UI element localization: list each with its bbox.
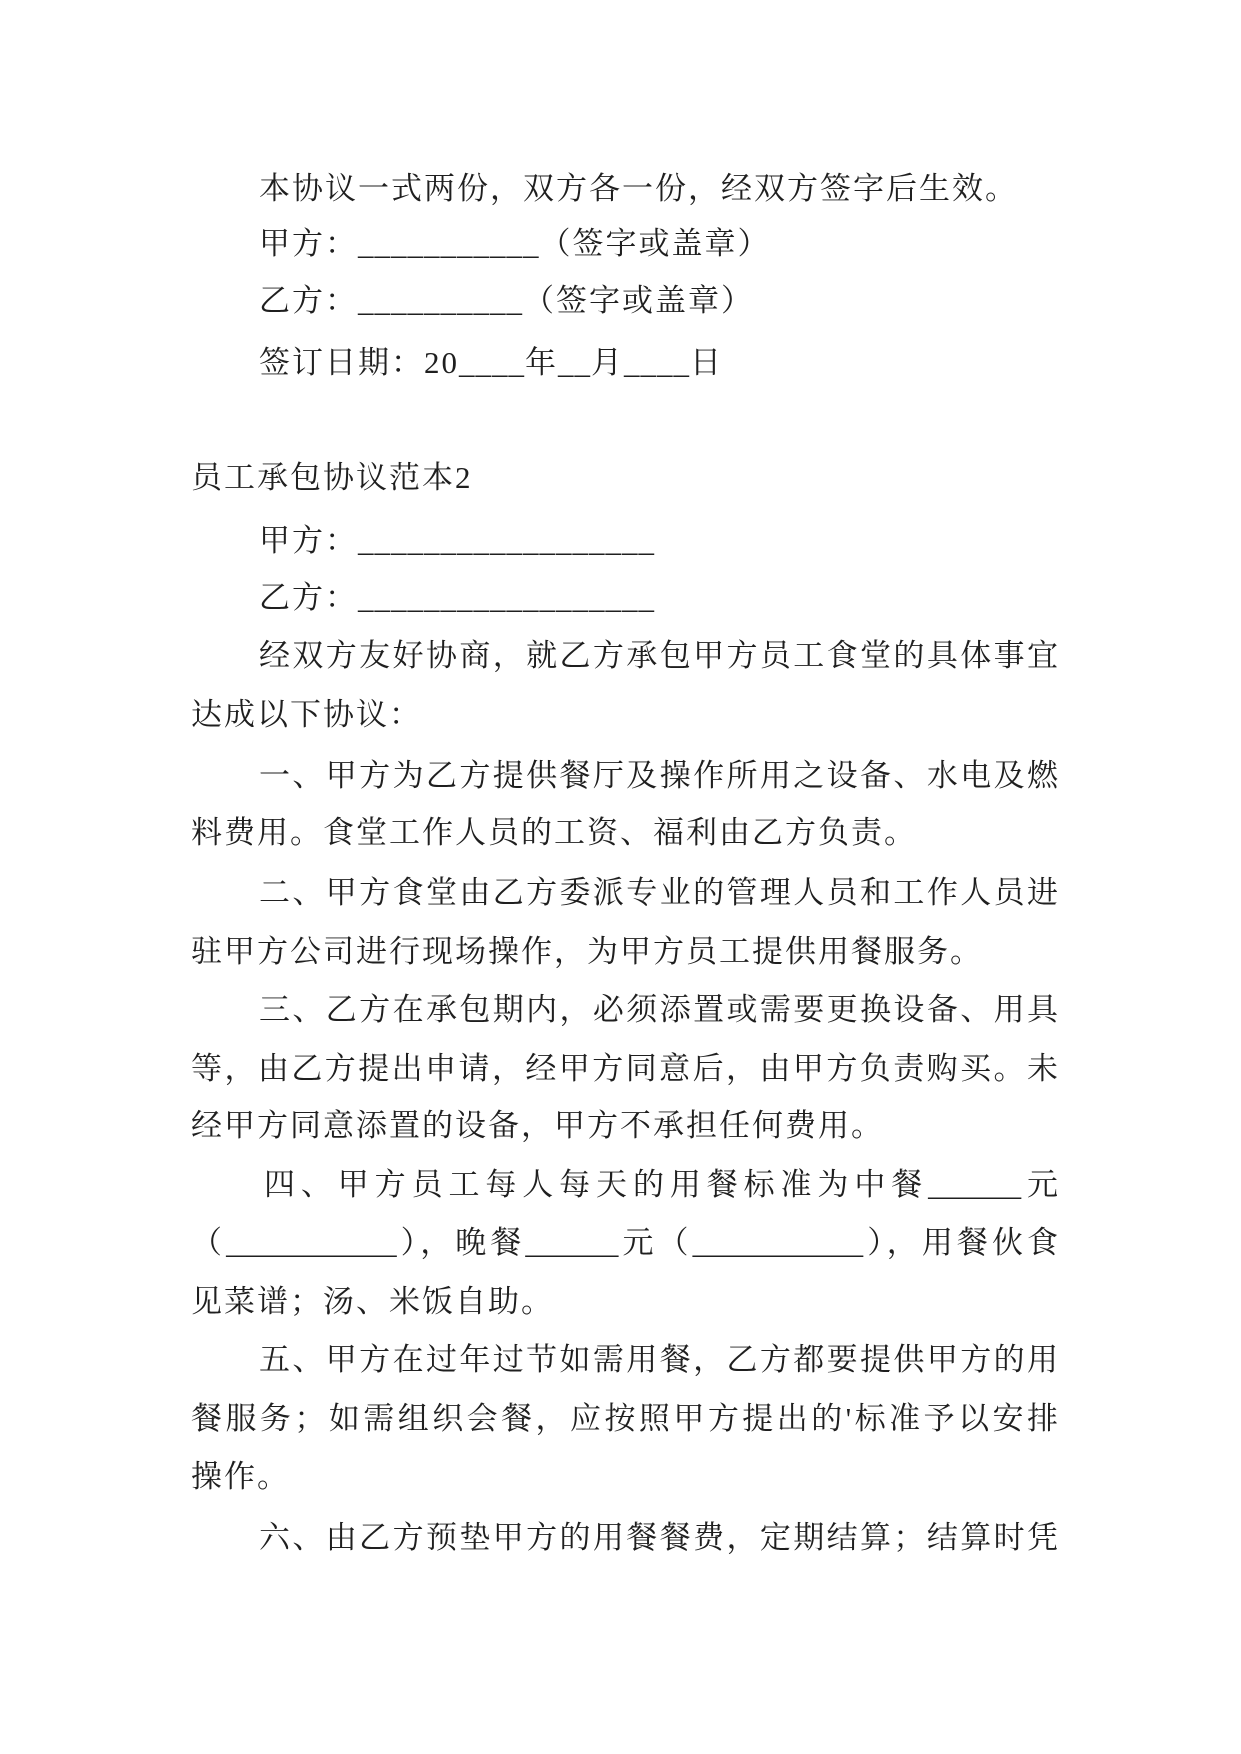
text-line: 四、甲方员工每人每天的用餐标准为中餐______元: [264, 1167, 1059, 1202]
text-line: （___________），晚餐______元（___________），用餐伙食: [191, 1225, 1059, 1260]
text-line: 驻甲方公司进行现场操作，为甲方员工提供用餐服务。: [191, 934, 983, 969]
section-title: 员工承包协议范本2: [191, 460, 473, 495]
fill-in-blank: ___________: [226, 1225, 397, 1260]
text-line: 经甲方同意添置的设备，甲方不承担任何费用。: [191, 1108, 884, 1143]
text-line: 五、甲方在过年过节如需用餐，乙方都要提供甲方的用: [259, 1342, 1058, 1377]
text-line: 三、乙方在承包期内，必须添置或需要更换设备、用具: [259, 992, 1058, 1027]
fill-in-blank: ______: [928, 1167, 1022, 1202]
fill-in-blank: __________: [358, 283, 523, 318]
text-line: 达成以下协议：: [191, 697, 422, 732]
text-line: 六、由乙方预垫甲方的用餐餐费，定期结算；结算时凭: [259, 1520, 1058, 1555]
fill-in-blank: ____: [459, 345, 525, 380]
text-line: 餐服务；如需组织会餐，应按照甲方提出的'标准予以安排: [191, 1401, 1058, 1436]
text-line: 一、甲方为乙方提供餐厅及操作所用之设备、水电及燃: [259, 758, 1058, 793]
fill-in-blank: ____: [624, 345, 690, 380]
party-a-signature-line: 甲方：___________（签字或盖章）: [259, 226, 771, 261]
fill-in-blank: ___________: [692, 1225, 864, 1260]
fill-in-blank: __: [558, 345, 591, 380]
fill-in-blank: __________________: [358, 523, 655, 558]
party-b-line: 乙方：__________________: [259, 580, 655, 615]
party-b-signature-line: 乙方：__________（签字或盖章）: [259, 283, 754, 318]
text-line: 操作。: [191, 1459, 290, 1494]
fill-in-blank: ______: [525, 1225, 619, 1260]
text-line: 见菜谱；汤、米饭自助。: [191, 1284, 554, 1319]
fill-in-blank: ___________: [358, 226, 540, 261]
text-line: 二、甲方食堂由乙方委派专业的管理人员和工作人员进: [259, 875, 1058, 910]
fill-in-blank: __________________: [358, 580, 655, 615]
text-line: 料费用。食堂工作人员的工资、福利由乙方负责。: [191, 815, 917, 850]
text-line: 等，由乙方提出申请，经甲方同意后，由甲方负责购买。未: [191, 1051, 1058, 1086]
signing-date-line: 签订日期：20____年__月____日: [259, 345, 723, 380]
copies-clause-line: 本协议一式两份，双方各一份，经双方签字后生效。: [259, 171, 1018, 206]
party-a-line: 甲方：__________________: [259, 523, 655, 558]
text-line: 经双方友好协商，就乙方承包甲方员工食堂的具体事宜: [259, 638, 1058, 673]
